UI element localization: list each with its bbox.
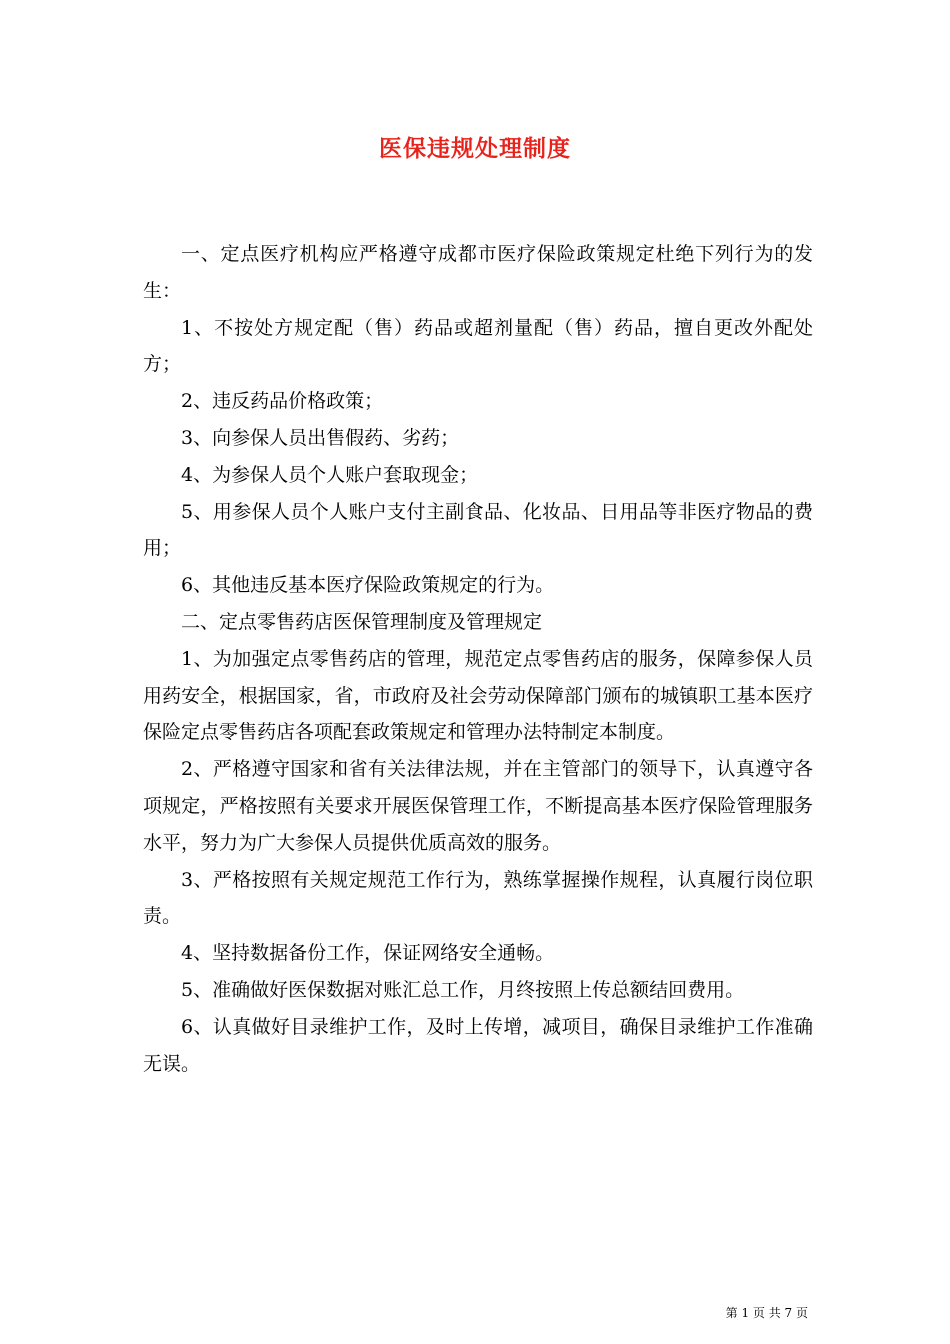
document-body bbox=[143, 236, 813, 1082]
paragraph-item: 2、严格遵守国家和省有关法律法规，并在主管部门的领导下，认真遵守各项规定，严格按照有关要求开展医保管理工作，不断提高基本医疗保险管理服务水平，努力为广大参保人员提供优质高效的服务。 bbox=[143, 758, 813, 854]
paragraph-item: 4、坚持数据备份工作，保证网络安全通畅。 bbox=[181, 942, 555, 965]
paragraph-item: 3、向参保人员出售假药、劣药； bbox=[181, 426, 460, 449]
paragraph-item: 3、严格按照有关规定规范工作行为，熟练掌握操作规程，认真履行岗位职责。 bbox=[143, 868, 813, 928]
paragraph-item: 2、违反药品价格政策； bbox=[181, 390, 384, 413]
paragraph-item: 1、不按处方规定配（售）药品或超剂量配（售）药品，擅自更改外配处方； bbox=[143, 316, 813, 376]
paragraph-item: 1、为加强定点零售药店的管理，规范定点零售药店的服务，保障参保人员用药安全，根据国家，省，市政府及社会劳动保障部门颁布的城镇职工基本医疗保险定点零售药店各项配套政策规定和管理办法特制定本制度。 bbox=[143, 647, 813, 744]
paragraph-item: 5、用参保人员个人账户支付主副食品、化妆品、日用品等非医疗物品的费用； bbox=[143, 500, 813, 560]
paragraph-item: 6、其他违反基本医疗保险政策规定的行为。 bbox=[181, 574, 555, 597]
paragraph-item: 4、为参保人员个人账户套取现金； bbox=[181, 463, 479, 486]
paragraph-item: 6、认真做好目录维护工作，及时上传增，减项目，确保目录维护工作准确无误。 bbox=[143, 1015, 813, 1075]
paragraph-section-2-heading: 二、定点零售药店医保管理制度及管理规定 bbox=[181, 610, 543, 633]
paragraph-section-1-intro: 一、定点医疗机构应严格遵守成都市医疗保险政策规定杜绝下列行为的发生： bbox=[143, 243, 813, 302]
paragraph-item: 5、准确做好医保数据对账汇总工作，月终按照上传总额结回费用。 bbox=[181, 978, 745, 1001]
page-title: 医保违规处理制度 bbox=[379, 135, 571, 162]
page-number-footer: 第 1 页 共 7 页 bbox=[725, 1306, 808, 1320]
